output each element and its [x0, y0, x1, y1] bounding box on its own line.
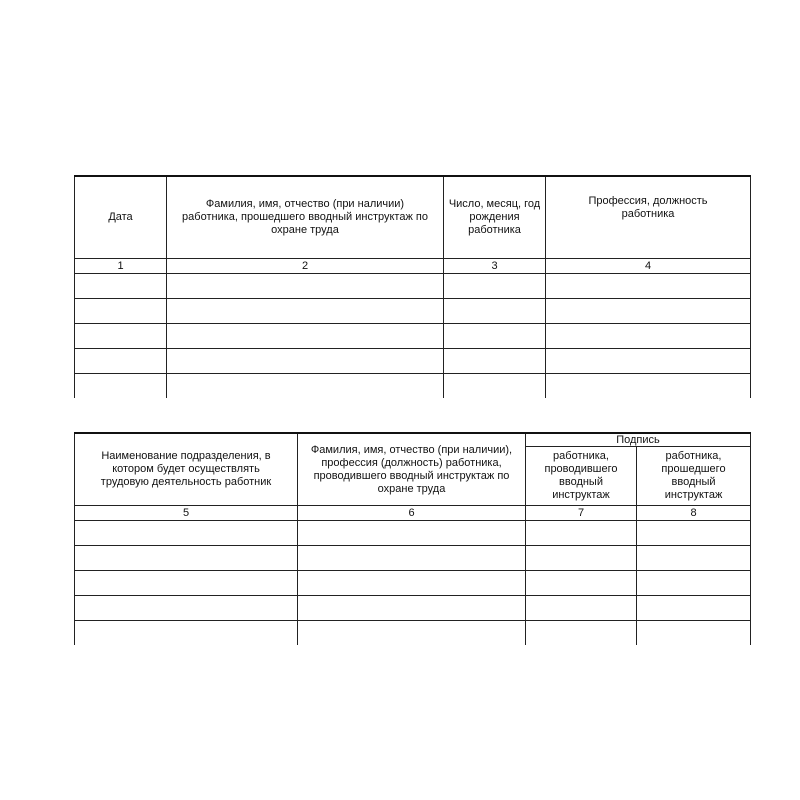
- header-signature: Подпись: [526, 433, 751, 447]
- header-department: Наименование подразделения, в котором будет осуществлять трудовую деятельность работник: [75, 433, 298, 506]
- table-cell[interactable]: [298, 571, 526, 596]
- header-instructor: Фамилия, имя, отчество (при наличии), профессия (должность) работника, проводившего вводный инструктаж по охране труда: [298, 433, 526, 506]
- table-cell[interactable]: [637, 596, 751, 621]
- table-row: [75, 596, 751, 621]
- header-date: Дата: [75, 176, 167, 259]
- column-number-3: 3: [444, 259, 546, 274]
- table-row: [75, 374, 751, 399]
- column-number-6: 6: [298, 506, 526, 521]
- table-cell[interactable]: [75, 349, 167, 374]
- table-row: [75, 299, 751, 324]
- header-signature-employee: работника, прошедшего вводный инструктаж: [637, 447, 751, 506]
- column-number-4: 4: [546, 259, 751, 274]
- table-cell[interactable]: [75, 546, 298, 571]
- header-birth-date: Число, месяц, год рождения работника: [444, 176, 546, 259]
- table-cell[interactable]: [75, 596, 298, 621]
- table-cell[interactable]: [546, 324, 751, 349]
- table-cell[interactable]: [167, 324, 444, 349]
- table-cell[interactable]: [75, 571, 298, 596]
- table-cell[interactable]: [444, 274, 546, 299]
- table-cell[interactable]: [546, 299, 751, 324]
- table-cell[interactable]: [637, 521, 751, 546]
- table-cell[interactable]: [444, 299, 546, 324]
- table-cell[interactable]: [75, 621, 298, 646]
- table-cell[interactable]: [546, 274, 751, 299]
- briefing-log-table-part-1: [74, 175, 751, 398]
- table-row: [75, 349, 751, 374]
- table-cell[interactable]: [298, 621, 526, 646]
- table-cell[interactable]: [167, 349, 444, 374]
- column-number-8: 8: [637, 506, 751, 521]
- column-number-2: 2: [167, 259, 444, 274]
- table-row: [75, 521, 751, 546]
- table-cell[interactable]: [75, 374, 167, 399]
- header-employee-name: Фамилия, имя, отчество (при наличии) работника, прошедшего вводный инструктаж по охране труда: [167, 176, 444, 259]
- briefing-log-table-part-2: [74, 432, 751, 645]
- table-cell[interactable]: [298, 546, 526, 571]
- table-cell[interactable]: [546, 349, 751, 374]
- table-cell[interactable]: [526, 521, 637, 546]
- table-cell[interactable]: [167, 274, 444, 299]
- table-cell[interactable]: [444, 374, 546, 399]
- table-cell[interactable]: [526, 546, 637, 571]
- table-cell[interactable]: [637, 546, 751, 571]
- table-row: [75, 546, 751, 571]
- table-cell[interactable]: [75, 299, 167, 324]
- table-cell[interactable]: [526, 571, 637, 596]
- table-cell[interactable]: [167, 374, 444, 399]
- table-row: [75, 274, 751, 299]
- table-cell[interactable]: [546, 374, 751, 399]
- table-cell[interactable]: [167, 299, 444, 324]
- column-number-7: 7: [526, 506, 637, 521]
- table-cell[interactable]: [637, 621, 751, 646]
- table-cell[interactable]: [526, 621, 637, 646]
- table-row: [75, 571, 751, 596]
- table-cell[interactable]: [298, 521, 526, 546]
- table-cell[interactable]: [526, 596, 637, 621]
- table-row: [75, 324, 751, 349]
- table-cell[interactable]: [75, 274, 167, 299]
- table-cell[interactable]: [75, 521, 298, 546]
- table-cell[interactable]: [637, 571, 751, 596]
- table-row: [75, 621, 751, 646]
- header-profession: Профессия, должность работника: [546, 176, 751, 259]
- table-cell[interactable]: [444, 349, 546, 374]
- column-number-5: 5: [75, 506, 298, 521]
- table-cell[interactable]: [444, 324, 546, 349]
- column-number-1: 1: [75, 259, 167, 274]
- table-cell[interactable]: [298, 596, 526, 621]
- table-cell[interactable]: [75, 324, 167, 349]
- header-signature-instructor: работника, проводившего вводный инструктаж: [526, 447, 637, 506]
